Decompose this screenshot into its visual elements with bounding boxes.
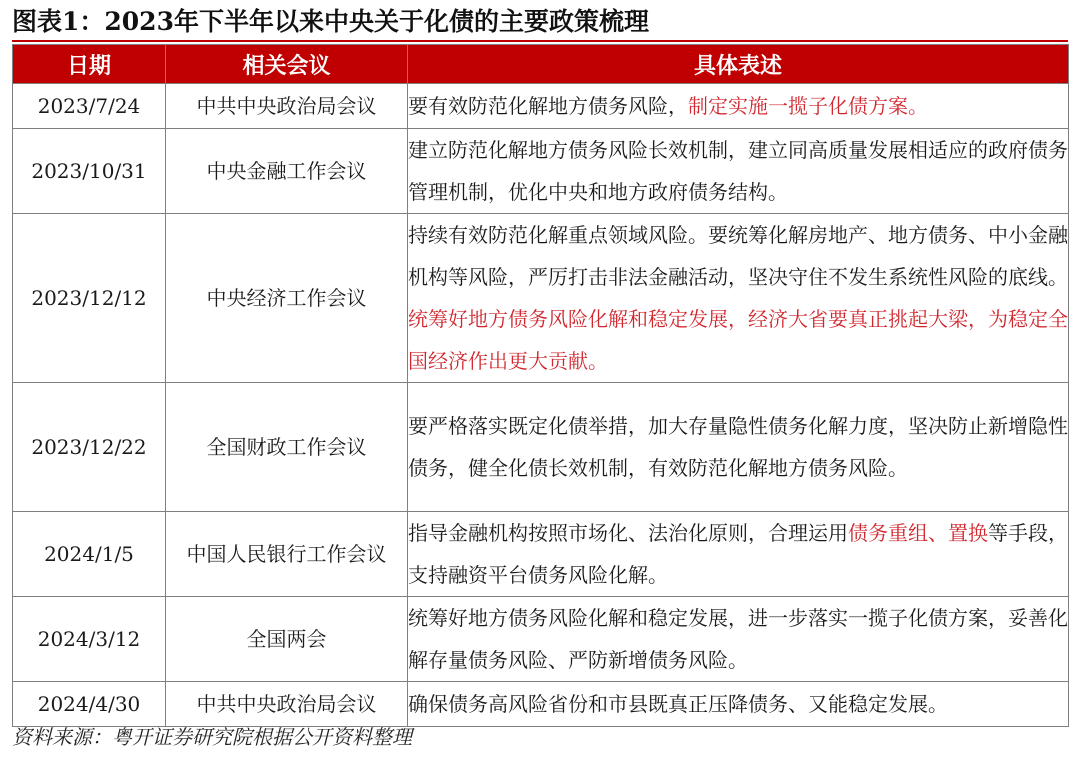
policy-table (12, 44, 1069, 727)
row-meeting: 中共中央政治局会议 (166, 682, 408, 727)
detail-text: 确保债务高风险省份和市县既真正压降债务、又能稳定发展。 (408, 692, 948, 716)
table-header-row (13, 45, 1069, 84)
detail-text: 要有效防范化解地方债务风险， (408, 94, 688, 118)
title-divider (12, 40, 1068, 42)
header-detail: 具体表述 (408, 45, 1069, 84)
header-meeting: 相关会议 (166, 45, 408, 84)
row-detail (408, 512, 1069, 597)
row-detail (408, 682, 1069, 727)
row-detail (408, 84, 1069, 129)
row-date: 2023/7/24 (13, 84, 166, 129)
row-date: 2023/12/12 (13, 214, 166, 383)
table-row (13, 383, 1069, 512)
detail-highlight-text: 统筹好地方债务风险化解和稳定发展，经济大省要真正挑起大梁，为稳定全国经济作出更大贡献。 (408, 307, 1068, 373)
detail-text: 要严格落实既定化债举措，加大存量隐性债务化解力度，坚决防止新增隐性债务，健全化债长效机制，有效防范化解地方债务风险。 (408, 414, 1068, 480)
figure-title: 图表1：2023年下半年以来中央关于化债的主要政策梳理 (12, 7, 649, 36)
detail-text: 等手段，支持融资平台债务风险化解。 (408, 521, 1068, 587)
row-date: 2024/1/5 (13, 512, 166, 597)
row-date: 2024/4/30 (13, 682, 166, 727)
row-detail (408, 383, 1069, 512)
row-detail (408, 597, 1069, 682)
row-meeting: 中央经济工作会议 (166, 214, 408, 383)
source-note: 资料来源：粤开证券研究院根据公开资料整理 (12, 725, 412, 749)
row-detail (408, 129, 1069, 214)
detail-text: 指导金融机构按照市场化、法治化原则，合理运用 (408, 521, 848, 545)
row-date: 2023/10/31 (13, 129, 166, 214)
table-row (13, 682, 1069, 727)
table-row (13, 597, 1069, 682)
header-date: 日期 (13, 45, 166, 84)
detail-text: 统筹好地方债务风险化解和稳定发展，进一步落实一揽子化债方案，妥善化解存量债务风险、严防新增债务风险。 (408, 606, 1068, 672)
row-detail (408, 214, 1069, 383)
row-meeting: 全国财政工作会议 (166, 383, 408, 512)
table-row (13, 214, 1069, 383)
detail-highlight-text: 制定实施一揽子化债方案。 (688, 94, 928, 118)
row-meeting: 中国人民银行工作会议 (166, 512, 408, 597)
row-meeting: 中共中央政治局会议 (166, 84, 408, 129)
table-row (13, 84, 1069, 129)
detail-text: 建立防范化解地方债务风险长效机制，建立同高质量发展相适应的政府债务管理机制，优化中央和地方政府债务结构。 (408, 138, 1068, 204)
detail-highlight-text: 债务重组、置换 (848, 521, 988, 545)
detail-text: 持续有效防范化解重点领域风险。要统筹化解房地产、地方债务、中小金融机构等风险，严厉打击非法金融活动，坚决守住不发生系统性风险的底线。 (408, 223, 1068, 289)
row-date: 2023/12/22 (13, 383, 166, 512)
table-row (13, 512, 1069, 597)
row-date: 2024/3/12 (13, 597, 166, 682)
table-row (13, 129, 1069, 214)
row-meeting: 中央金融工作会议 (166, 129, 408, 214)
row-meeting: 全国两会 (166, 597, 408, 682)
